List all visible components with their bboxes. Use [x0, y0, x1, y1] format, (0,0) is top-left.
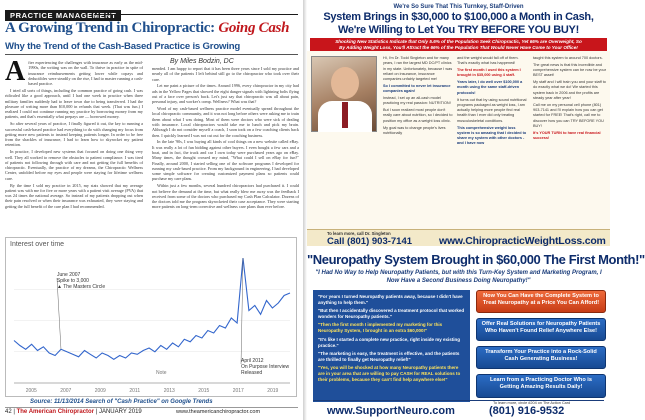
- chart-title: Interest over time: [10, 241, 65, 248]
- paragraph: mended. I am happy to report that it has been three years since I sold my practice and nearly all of the patients I left behind still go to the chiropractor who took over their care.: [152, 66, 299, 82]
- ad-paragraph: My goal was to change people's lives nutritionally: [383, 125, 446, 135]
- ad-paragraph: Instead, I set up an all-cash model practicing my real passion: NUTRITION!: [383, 96, 451, 106]
- banner-line-2: By Adding Weight Loss, You'll Attract the 66% of the Population That Would Never Have Come to Your Office!: [339, 44, 578, 50]
- paragraph: Within just a few months, several hundred chiropractors had purchased it. I could not believe the demand at the time, but what really blew me away was the feedback I received from some of the doctors who purchased my Cash Plan Calculator. Dozens of the doctors told me the program skyrocketed their case acceptance. They were starting more patients on long-term corrective and wellness care plans than ever before.: [152, 183, 299, 210]
- paragraph: fter experiencing the challenges with insurance as early as the mid-1990s, the writing was on the wall. To thrive in practice in spite of insurance reimbursements getting lower while copays and deductibles were steadily on the rise, I had to master running a cash-based practice.: [28, 60, 144, 87]
- annotation-2012-text: April 2012: [241, 358, 264, 364]
- article-title: [5, 20, 301, 37]
- ad-paragraph: It's YOUR TURN to have real financial success!: [533, 130, 601, 141]
- ad-column-3: [533, 56, 607, 226]
- annotation-2012-text: On Purpose Interview: [241, 364, 290, 370]
- ad-website-link[interactable]: www.ChiropracticWeightLoss.com: [439, 235, 606, 247]
- paragraph: I tried all sorts of things, including the common practice of going cash. I was ridiculed like a good approach, until I had one week in practice when three military families suddenly had to leave town due to being transferred. I had the pleasure of writing more than $10,000 in refunds that week. (That was fun.) I realized I could not continue running my practice by borrowing money from my patients, and that's essentially what prepays are — borrowed money.: [5, 87, 143, 120]
- real-solutions-button[interactable]: Offer Real Solutions for Neuropathy Patients Who Haven't Found Relief Anywhere Else!: [476, 318, 606, 341]
- action-card-note: To learn more, circle #204 on The Action Card: [493, 401, 571, 405]
- annotation-2007-text: Spike to 3,000: [56, 278, 89, 284]
- x-tick-label: 2015: [198, 388, 210, 394]
- testimonial: "Yes, you will be shocked at how many Neuropathy patients there are in your area that are willing to pay CASH for REAL solutions to their problems, because they can't find help anywhere else!": [318, 365, 461, 382]
- paragraph: By the time I sold my practice in 2015, my stats showed that my average patient was with me for five or more years with a patient visit average (PVA) that was 24 times the national average. So instead of my patients dropping out when their pain resolved or when their insurance was exhausted, they were staying and getting the full benefit of the care plan I had recommended.: [5, 182, 143, 209]
- testimonials-box: [313, 290, 470, 402]
- doctor-photo: [311, 56, 377, 132]
- ad-paragraph: Call me on my personal cell phone (801) 903-7141 and I'll explain how you can get started for FREE! That's right, call me to discover how you can TRY BEFORE YOU BUY!: [533, 102, 604, 129]
- neuropathy-subhead: "I Had No Way to Help Neuropathy Patients, but with this Turn-Key System and Marketing Program, I Now Have a Second Business Doing Neuropathy!": [315, 270, 602, 284]
- footer-website: www.theamericanchiropractor.com: [176, 409, 261, 415]
- annotation-2007-text: June 2007: [56, 272, 81, 278]
- ad-column-2: [457, 56, 529, 226]
- ad-phone[interactable]: Call (801) 903-7141: [327, 236, 413, 247]
- section-label: PRACTICE MANAGEMENT: [5, 10, 121, 21]
- x-tick-label: 2017: [232, 388, 244, 394]
- testimonial: "For years I turned Neuropathy patients away, because I didn't have anything to help them.": [318, 294, 463, 305]
- chart-caption: Source: 11/13/2014 Search of "Cash Practice" on Google Trends: [30, 399, 213, 405]
- neuropathy-website-link[interactable]: www.SupportNeuro.com: [327, 405, 455, 417]
- banner-line-1: Shocking New Statistics Indicate that Only 5.6% of the Population Seek Chiropractic, Yet 66% are Overweight, So: [335, 38, 582, 44]
- neuropathy-phone[interactable]: (801) 916-9532: [489, 405, 565, 417]
- ad-paragraph: Years later, I do well over $100,000 a month using the same staff-driven protocols!: [457, 80, 523, 95]
- annotation-2012-text: Released: [241, 370, 263, 376]
- ad-column-1: [383, 56, 453, 226]
- paragraph: So after several years of practice, I finally figured it out, the key to running a successful cash-based practice had everything to do with changing my focus from getting more new patients to instead keeping patients longer. In order to be free from the shackles of insurance, I had to learn how to skyrocket my patient retention.: [5, 121, 143, 148]
- ad-paragraph: The first month I used this system I brought in $35,000 using 4 staff.: [457, 68, 521, 78]
- ad-paragraph: My staff and I will train you and your staff to do exactly what we do! We started this system back in 2006 and the profits are steady year after year!: [533, 80, 606, 101]
- ad-paragraph: taught this system to around 700 doctors.: [533, 56, 603, 60]
- neuropathy-headline: "Neuropathy System Brought in $60,000 The First Month!": [307, 252, 645, 267]
- x-tick-label: 2019: [267, 388, 279, 394]
- x-tick-label: 2007: [60, 388, 72, 394]
- testimonial: "The marketing is easy, the treatment is effective, and the patients are thrilled to finally get Neuropathy relief!": [318, 350, 460, 362]
- right-page: [307, 0, 645, 420]
- complete-system-button[interactable]: Now You Can Have the Complete System to Treat Neuropathy at a Price You Can Afford!: [476, 290, 606, 313]
- ad-paragraph: Hi, I'm Dr. Todd Singleton and for many years, I ran the largest MD DC/PT clinics in my state. Unfortunately, because I was reliant on insurance, insurance companies unfairly targeted me!: [383, 56, 453, 82]
- ad-headline-1: System Brings in $30,000 to $100,000 a Month in Cash,: [323, 11, 594, 23]
- trend-chart: [5, 237, 297, 397]
- byline: By Miles Bodzin, DC: [170, 58, 234, 65]
- article-subtitle: Why the Trend of the Cash-Based Practice is Growing: [5, 41, 241, 52]
- note-label: Note: [156, 370, 167, 376]
- annotation-2007-text: ▲ The Masters Circle: [56, 284, 106, 290]
- testimonial: "Then the first month I implemented my marketing for this Neuropathy System, I brought in an extra $60,000!": [318, 322, 443, 334]
- paragraph: Let me paint a picture of the times. Around 1996, every chiropractor in my city had ads in the Yellow Pages that showed the eight danger signals with lightning bolts flying out of a face over person's back. Let's just say that chiropractic was all about pain, personal injury, and worker's comp. Wellness? What was that?: [152, 83, 299, 105]
- left-page: [0, 0, 303, 420]
- transform-practice-button[interactable]: Transform Your Practice into a Rock-Solid Cash Generating Business!: [476, 346, 606, 369]
- ad-paragraph: So I committed to never let insurance companies again!: [383, 83, 451, 94]
- paragraph: In the late '90s, I was buying all kinds of cool things on a new website called eBay. It was really a lot of fun bidding against other buyers. I even bought a few cars and a boat, and in fact, the truck and car I own today were purchased years ago on eBay. Many times, the thought crossed my mind, "What could I sell on eBay for fun?" Finally, around 2000, I started selling one of the software programs I developed for running my cash-based practice. From my background in engineering, I had developed some simple software for creating customized payment plans so patients could purchase my care plans.: [152, 139, 299, 182]
- ad-paragraph: But I soon realized most people don't really care about nutrition, so I decided to position my office as a weight loss clinic.: [383, 108, 453, 123]
- ad-headline-2: We're Willing to Let You TRY BEFORE YOU BUY!: [338, 24, 579, 36]
- weight-loss-ad: [307, 1, 610, 246]
- page-number: 42: [5, 409, 12, 415]
- x-tick-label: 2011: [129, 388, 141, 394]
- drop-cap: A: [5, 56, 26, 87]
- ad-tagline: We're So Sure That This Turnkey, Staff-Driven: [393, 4, 524, 10]
- photo-face: [331, 67, 359, 99]
- ad-contact-lead: To learn more, call Dr. Singleton: [327, 231, 391, 236]
- testimonial: "It's like I started a complete new practice, right inside my existing practice.": [318, 336, 460, 348]
- photo-tie: [342, 102, 348, 128]
- ad-paragraph: This comprehensive weight loss system is so amazing that I decided to share my system with other doctors - and I have now: [457, 125, 527, 146]
- ad-statistics-banner: [310, 38, 607, 51]
- x-tick-label: 2013: [163, 388, 175, 394]
- paragraph: In practice, I developed new systems that focused on doing one thing very well. They all worked to remove the obstacles to patient compliance. I was tired of patients not following through with care and not getting the full benefits of chiropractic. Eventually, the practice of my dreams, the Chiropractic Wellness Center, unfolded before my eyes and people were staying for lifetime wellness care.: [5, 149, 143, 181]
- title-emphasis: Going Cash: [218, 20, 290, 36]
- article-column-2: [152, 66, 299, 232]
- learn-from-doctor-button[interactable]: Learn from a Practicing Doctor Who is Getting Amazing Results Daily!: [476, 374, 606, 398]
- footer-left: 42 | The American Chiropractor | JANUARY 2019: [5, 409, 142, 415]
- x-tick-label: 2009: [94, 388, 106, 394]
- ad-paragraph: and the weight would fall off of them. That's exactly what has happened!: [457, 56, 519, 66]
- footer-rule: [5, 407, 298, 408]
- trend-line-series: [14, 258, 290, 359]
- title-rule: [5, 54, 298, 55]
- testimonial: "But then I accidentally discovered a treatment protocol that worked wonders for Neuropathy patients.": [318, 308, 465, 320]
- x-tick-label: 2005: [25, 388, 37, 394]
- trend-chart-svg: [6, 238, 298, 398]
- paragraph: Word of my cash-based wellness practice model eventually spread throughout the local chiropractic community, and it was not long before others were asking me to train them about what I was doing. Most of them were doctors who were sick of dealing with insurance. Local chiropractors would take me to lunch and pick my brain. Although I do not consider myself a coach, I soon took on a few coaching clients back then. I quickly learned I was not cut out for the coaching business.: [152, 106, 299, 138]
- publication-name: The American Chiropractor: [16, 409, 95, 415]
- section-rule: [94, 14, 298, 15]
- article-column-1: [5, 56, 144, 232]
- ad-paragraph: It turns out that by using sound nutritional programs packaged as weight loss, I am actually helping more people find real health than I ever did only treating musculoskeletal conditions.: [457, 97, 527, 123]
- ad-paragraph: The great news is that this incredible and comprehensive system can be now be your BEST asset!: [533, 62, 607, 78]
- title-plain: A Growing Trend in Chiropractic:: [5, 20, 219, 36]
- issue-date: JANUARY 2019: [98, 409, 142, 415]
